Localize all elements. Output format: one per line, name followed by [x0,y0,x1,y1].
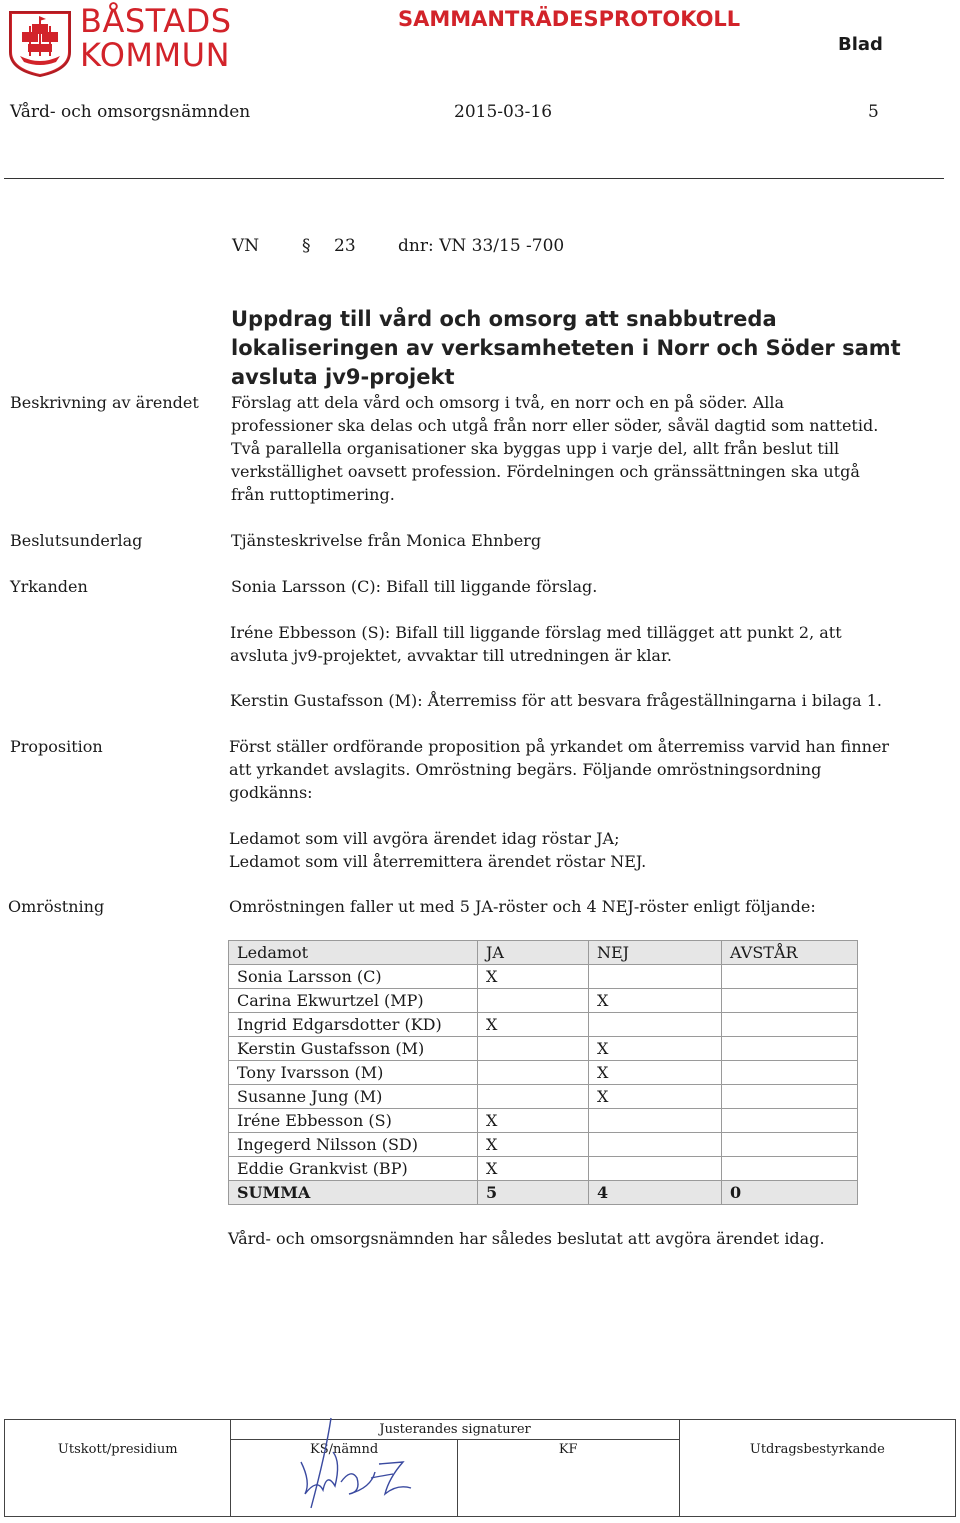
signature-scribble [271,1412,431,1512]
justerande-header: Justerandes signaturer [231,1420,679,1440]
logo-line-1: BÅSTADS [80,2,232,40]
avstar-cell [722,989,858,1013]
ja-cell: X [478,965,589,989]
table-row [229,1133,858,1157]
summa-label: SUMMA [229,1181,478,1205]
document-type: SAMMANTRÄDESPROTOKOLL [398,7,741,31]
kf-cell [457,1440,679,1517]
utdrag-label: Utdragsbestyrkande [749,1442,885,1457]
nej-cell [589,1157,722,1181]
ledamot-cell: Eddie Grankvist (BP) [229,1157,478,1181]
nej-cell: X [589,1061,722,1085]
case-prefix: VN [232,236,260,256]
yrkande-1: Sonia Larsson (C): Bifall till liggande förslag. [231,577,598,596]
avstar-cell [722,1037,858,1061]
summa-nej: 4 [589,1181,722,1205]
ledamot-cell: Kerstin Gustafsson (M) [229,1037,478,1061]
kf-label: KF [558,1442,578,1457]
ks-namnd-cell [231,1440,457,1517]
ja-cell: X [478,1013,589,1037]
avstar-cell [722,1109,858,1133]
beslutsunderlag-label: Beslutsunderlag [10,531,143,550]
ks-namnd-label: KS/nämnd [310,1442,379,1457]
logo-wordmark [80,4,232,72]
nej-cell: X [589,1037,722,1061]
logo-line-2: KOMMUN [80,36,230,74]
avstar-cell [722,1133,858,1157]
ja-cell [478,1037,589,1061]
summa-avstar: 0 [722,1181,858,1205]
nej-cell: X [589,989,722,1013]
proposition-text: Först ställer ordförande proposition på yrkandet om återremiss varvid han finner att yrkandet avslagits. Omröstning begärs. Följande omröstningsordning godkänns: [229,737,890,802]
avstar-cell [722,1061,858,1085]
ja-cell [478,1061,589,1085]
beskrivning-label: Beskrivning av ärendet [10,393,199,412]
ja-cell: X [478,1133,589,1157]
yrkande-3: Kerstin Gustafsson (M): Återremiss för att besvara frågeställningarna i bilaga 1. [230,691,882,710]
nej-cell [589,1013,722,1037]
beskrivning-text: Förslag att dela vård och omsorg i två, en norr och en på söder. Alla professioner ska delas och utgå från norr eller söder, såväl dagtid som nattetid. Två parallella organisationer ska byggas upp i varje del, allt från beslut till verkställighet oavsett profession. Fördelningen och gränssättningen ska utgå från ruttoptimering. [231,393,879,504]
avstar-cell [722,965,858,989]
table-row [229,1037,858,1061]
nej-cell [589,1133,722,1157]
avstar-cell [722,1085,858,1109]
meeting-date: 2015-03-16 [454,102,553,122]
ledamot-cell: Carina Ekwurtzel (MP) [229,989,478,1013]
vote-order-nej: Ledamot som vill återremittera ärendet röstar NEJ. [229,852,647,871]
utskott-cell [5,1420,231,1517]
yrkanden-label: Yrkanden [10,577,88,596]
section-symbol: § [302,236,311,256]
ja-cell [478,989,589,1013]
table-row [229,965,858,989]
table-row [229,1109,858,1133]
page-number: 5 [868,102,879,122]
header-avstar: AVSTÅR [722,941,858,965]
ledamot-cell: Susanne Jung (M) [229,1085,478,1109]
ledamot-cell: Ingrid Edgarsdotter (KD) [229,1013,478,1037]
signature-table [4,1419,956,1517]
nej-cell: X [589,1085,722,1109]
case-number: 23 [334,236,356,256]
table-row [229,1085,858,1109]
municipality-logo [8,2,258,78]
ja-cell: X [478,1157,589,1181]
ledamot-cell: Tony Ivarsson (M) [229,1061,478,1085]
vote-table-header [229,941,858,965]
avstar-cell [722,1013,858,1037]
nej-cell [589,1109,722,1133]
ledamot-cell: Iréne Ebbesson (S) [229,1109,478,1133]
case-dnr: dnr: VN 33/15 -700 [398,236,565,256]
avstar-cell [722,1157,858,1181]
utskott-label: Utskott/presidium [57,1442,178,1457]
table-row [229,1061,858,1085]
summa-ja: 5 [478,1181,589,1205]
ledamot-cell: Sonia Larsson (C) [229,965,478,989]
header-ja: JA [478,941,589,965]
conclusion-text: Vård- och omsorgsnämnden har således beslutat att avgöra ärendet idag. [228,1229,825,1248]
header-divider [4,178,944,179]
blad-label: Blad [838,34,883,55]
vote-table [228,940,858,1205]
omrostning-label: Omröstning [8,897,105,916]
omrostning-text: Omröstningen faller ut med 5 JA-röster och 4 NEJ-röster enligt följande: [229,897,816,916]
utdrag-cell [679,1420,955,1517]
committee-name: Vård- och omsorgsnämnden [10,102,251,122]
table-row [229,1013,858,1037]
ship-icon [8,6,72,78]
ja-cell [478,1085,589,1109]
header-ledamot: Ledamot [229,941,478,965]
header-nej: NEJ [589,941,722,965]
case-title: Uppdrag till vård och omsorg att snabbutreda lokaliseringen av verksamheteten i Norr och Söder samt avsluta jv9-projekt [231,307,901,389]
vote-order-ja: Ledamot som vill avgöra ärendet idag röstar JA; [229,829,620,848]
beslutsunderlag-text: Tjänsteskrivelse från Monica Ehnberg [231,531,542,550]
nej-cell [589,965,722,989]
ledamot-cell: Ingegerd Nilsson (SD) [229,1133,478,1157]
summa-row [229,1181,858,1205]
table-row [229,1157,858,1181]
table-row [229,989,858,1013]
yrkande-2: Iréne Ebbesson (S): Bifall till liggande förslag med tillägget att punkt 2, att avsluta jv9-projektet, avvaktar till utredningen är klar. [230,623,842,665]
ja-cell: X [478,1109,589,1133]
proposition-label: Proposition [10,737,103,756]
